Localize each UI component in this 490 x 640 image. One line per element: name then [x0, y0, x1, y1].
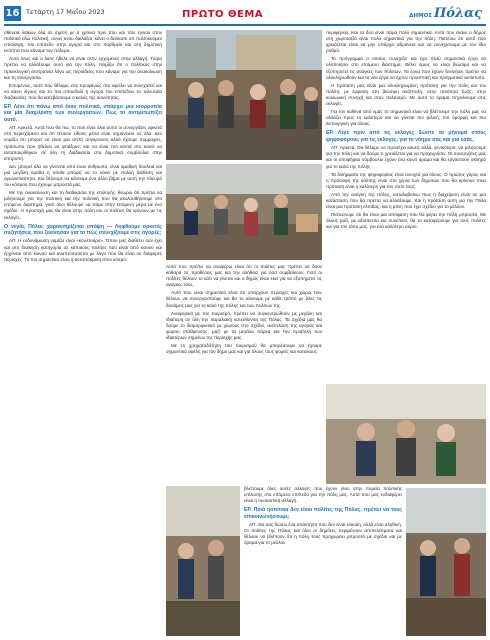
interview-question: ΕΡ. Ποιά ηοπίτικα δεν είναι πολίτες της Πόλας, πρέπει να τους επικοινωνήσουμε; [244, 507, 402, 520]
article-column-1 [4, 30, 162, 636]
paragraph: περιφέρεια. Και τα δύο είναι πάρα πολύ σημαντικά. Αυτά που έκανε ο δήμος στη χωροταξία είναι πολύ σημαντικά για την πόλη. Πιστεύω ότι αυτό που χρειάζεται είναι να μην υπάρχει αδράνεια και να συνεχίσουμε με τον ίδιο ρυθμό. [326, 30, 486, 54]
interview-question: ΕΡ. Λένε ότι πάνω από έναν πολιτικό, υπάρχει μια ισορροπία και μία διαχείριση των συνεργασιών. Πώς το αντιμετωπίζει αυτό. [4, 104, 162, 123]
paragraph: ΑΠ. Θα σας δώσω ένα απάντηση που δεν είναι εύκολη, αλλά είναι αληθινή. Οι πολίτες της Πόλας και όλοι οι δημότες περιμένουν αποτελέσματα και θέλουν να βλέπουν ότι η πόλη τους προχωράει μπροστά με σχέδιο και με όραμα για το μέλλον. [244, 522, 402, 546]
article-column-2 [166, 264, 322, 484]
paragraph: Το πρόγραμμα ο οποίος συνεχίζει και έχει πολύ σημαντικά έργα να υλοποιήσει στο επόμενο διάστημα. Θέλει όμως να είναι βιώσιμο και να εξυπηρετεί τις ανάγκες των πολιτών. Τα έργα που έχουν ξεκινήσει πρέπει να ολοκληρωθούν και τα νέα έργα να έχουν προοπτική και πραγματικό αντίκτυπο. [326, 56, 486, 80]
interview-question: ΕΡ. Λέγε πριν από τις εκλογές δώστε το μήνυμα στους ψηφοφόρους για τις εκλογές, για το νόημα σας και για εσάς. [326, 130, 486, 143]
paragraph: Με την ανακοίνωση και τη διαδικασία της επιλογής, θεωρώ ότι πρέπει να μιλήσουμε για την πολιτική και την πολιτική που θα ακολουθήσουμε στο επόμενο διάστημα, γιατί όλοι θέλουμε να πάμε στην επόμενη μέρα με ένα σχέδιο. Η προσοχή μας θα είναι στην πόλη και οι πολίτες θα κρίνουν με τις εκλογές. [4, 190, 162, 220]
logo-main: Πόλας [434, 6, 482, 21]
paragraph: Αυτό που πρέπει να αναφέρω είναι ότι οι πολίτες μας πρέπει να δουν καθαρά τις προθέσεις μας και την αλήθεια για όσα συμβαίνουν. Γιατί οι πολίτες θέλουν το κάτι να γίνεται και ο δήμος είναι εκεί για να εξυπηρετεί τις ανάγκες τους. [166, 264, 322, 288]
paragraph: Αυτό ίσως και ο λαός ήθελε να είναι στην ερχομένες στην αλλαγή. Τώρα πρέπει να αλλάξουμε αυτό για την πόλη. Νομίζω ότι ο πολίτικος στην προεκλογική εκστρατεία λόγο ως περιοδείες που κάναμε για την ανακοίνωση και τη συνεργασία. [4, 56, 162, 80]
photo-group [166, 486, 240, 636]
paragraph: Για τον καθένα από εμάς το σημαντικό είναι να βλέπουμε την πόλη μας να αλλάζει προς το καλύτερο και να γίνεται πιο φιλική, πιο όμορφη και πιο λειτουργική για όλους. [326, 109, 486, 127]
article-column-3 [244, 486, 402, 636]
paragraph: Πιστεύουμε ότι θα είναι μια απόφαση που θα φέρει την πόλη μπροστά. Με όλους μαζί, με αξιοπιστία και συνέπεια, θα τα καταφέρουμε για τους πολίτες και για τον τόπο μας, για ένα καλύτερο αύριο. [326, 212, 486, 230]
interview-question: Ο νεγάς Πόλας χαρακτηρίζεται υπόψη — Ληφθούμε αρκετές συζητήσεις που ξεκίνησαν για το πώς συνεχίζουμε στις αγορές; [4, 223, 162, 237]
photo-meeting [166, 164, 322, 260]
paragraph: Επομένως, αυτό που θέλαμε, είτε προφανώς στο οφείλει να συνεχιστεί και να κάνει λίγους και το πιο σπουδαίο η αγορά του επιπέδου τα τελευταία διαδικασίες που θα κατεβάσουμε ο καλός της κοινότητας. [4, 82, 162, 100]
paragraph: Δεν μπορεί όλα να γίνονται από έναν άνθρωπο, είναι ομαδική δουλειά και μια μεγάλη ομάδα η οποία μπορεί να το κάνει με πολλή διάθεση και αγωνιστικότητα. Και θέλουμε να κάνουμε ένα άλλο βήμα με αυτή την πλευρά του κόσμου που έχουμε μπροστά μας. [4, 163, 162, 188]
paragraph: Τα διλήμματα της ψηφοφορίας είναι ανοιχτά για όλους. Ο πρώτος γύρος και η πρόσοψη της κάλπης είναι στα χέρια των δημοτών που θα κρίνουν ποια πρόταση είναι η καλύτερη για τον τόπο τους. [326, 171, 486, 189]
photo-street-event [166, 30, 322, 160]
paragraph: ΑΠ. Αρκετά. Αυτά που θα πω, το πού είναι όλοι αυτοί οι συνεργάτες αρκετά στο περιεχόμενο και ότι τέτοιου είδους μέσα είναι σημαντικοί σε όλα. Δεν νομίζω ότι μπορεί να είναι μια απλή σύγκρουση αλλά έχουμε συμμαχίες, πρόσωπα που ήθελαν να φτιάξουν, και να είναι πιο κοντά στο κοινό να ανταποκρίθηκαν σε όλη τη διαδικασία στα δημοτικά συμβούλια στην επιτροπή. [4, 125, 162, 161]
paragraph: Αυτό που είναι σημαντικό είναι ότι υπάρχουν περιοχές και χώροι που θέλουν να συνεργαστούμε και θα το κάνουμε με κάθε τρόπο με όλες τις δυνάμεις μας για το καλό της πόλης και των πολιτών της. [166, 290, 322, 308]
photo-crowd [406, 488, 486, 636]
paragraph: σθένεια λαϊκών όλα σε σχέση με 4 χρόνια πριν που και τότε έγιναν στον πολιτικό εδώ πολιτική, συνεί τιναυ δαίλαξας κάνει ο δελίκοπι οπ πολίτικούμεν επίσκεψη, του επίπεδο στην αγορά και στο πορθμείο και στη δημοτική ενότητα που κάναμε τον πόλεμο. [4, 30, 162, 54]
paragraph: βλέπουμε όλες αυτές αλλαγές που έχουν γίνει στην πορεία πολιτικής επίλυσης στο επόμενο επίπεδο για την πόλη μας. Αυτό που μας ενδιαφέρει είναι η ουσιαστική αλλαγή. [244, 486, 402, 504]
paragraph: Αναφορικά με τον τουρισμό, πρέπει να συγκεντρωθούν με μεγάλη και ιδιαίτερη σε όλη την παραλιακή κατεύθυνση της Πόλας. Τα σχέδια μας θα δούμε το διαμορφωτικό με χώρους στο σχέδιο, ανάπλαση της αγοράς και χώρου στάθμευσης, μαζί με τα μεγάλα πάρκα και την προβολή των ιδιαιτέρων σημείων της περιοχής μας. [166, 310, 322, 341]
paragraph: Με τη χρηματοδότηση του τουρισμού θα μπορέσουμε να έχουμε σημαντικά οφέλη για τον δήμο μας και για όλους τους φορείς και κατοίκους. [166, 343, 322, 355]
issue-date: Τετάρτη 17 Μαΐου 2023 [26, 8, 105, 16]
paragraph: ΑΠ. Αρκετά. Θα θέλαμε να προσέχει κανείς αλλά, γενικότερα, να μιλήσουμε για την πόλη και να δούμε τι χρειάζεται για να προχωρήσει. Οι συνεργάτες μας και οι υποψήφιοι σύμβουλοι έχουν ένα κοινό όραμα και θα εργαστούν σκληρά για το καλό της πόλης. [326, 145, 486, 169]
paragraph: ΑΠ. Η ενδυνάμωση νομίζω είναι «κουλτούρα». Όπου μας διαθέτει σαν έχει και στη διοίκηση κατηγορία σε κάποιους πολίτες που είναι από κοινού και έρχονται από κοινού και αναπτύσσονται με λόγο που θα είναι σε διάφορες περιοχές. Το πιο σημαντικό είναι η ανταπόκριση στον κόσμο. [4, 238, 162, 262]
page-number: 16 [5, 8, 20, 19]
header-rule [4, 24, 486, 26]
page-header [0, 0, 490, 26]
newspaper-logo [409, 6, 482, 21]
paragraph: Η πρόταση μας είναι μια ολοκληρωμένη πρόταση για την πόλη και τον πολίτη, με έμφαση στη βιώσιμη ανάπτυξη, στην ποιότητα ζωής, στην κοινωνική συνοχή και στον πολιτισμό. Με αυτό το όραμα πηγαίνουμε στις εκλογές. [326, 82, 486, 107]
photo-speaker [326, 384, 486, 484]
article-column-4 [326, 30, 486, 380]
logo-tag: ΔΗΜΟΣ [409, 13, 432, 19]
section-title: ΠΡΩΤΟ ΘΕΜΑ [182, 9, 264, 20]
paragraph: Από την ανάγκη της πόλης, καταλαβαίνω πως η διαχείριση είναι σε μια κατάσταση που θα πρέπει να αλλάξουμε. Και η πρόταση αυτή για την Πόλα είναι μια πρόταση ελπίδας, και η μόνη που έχει σχέδιο για το μέλλον. [326, 191, 486, 210]
